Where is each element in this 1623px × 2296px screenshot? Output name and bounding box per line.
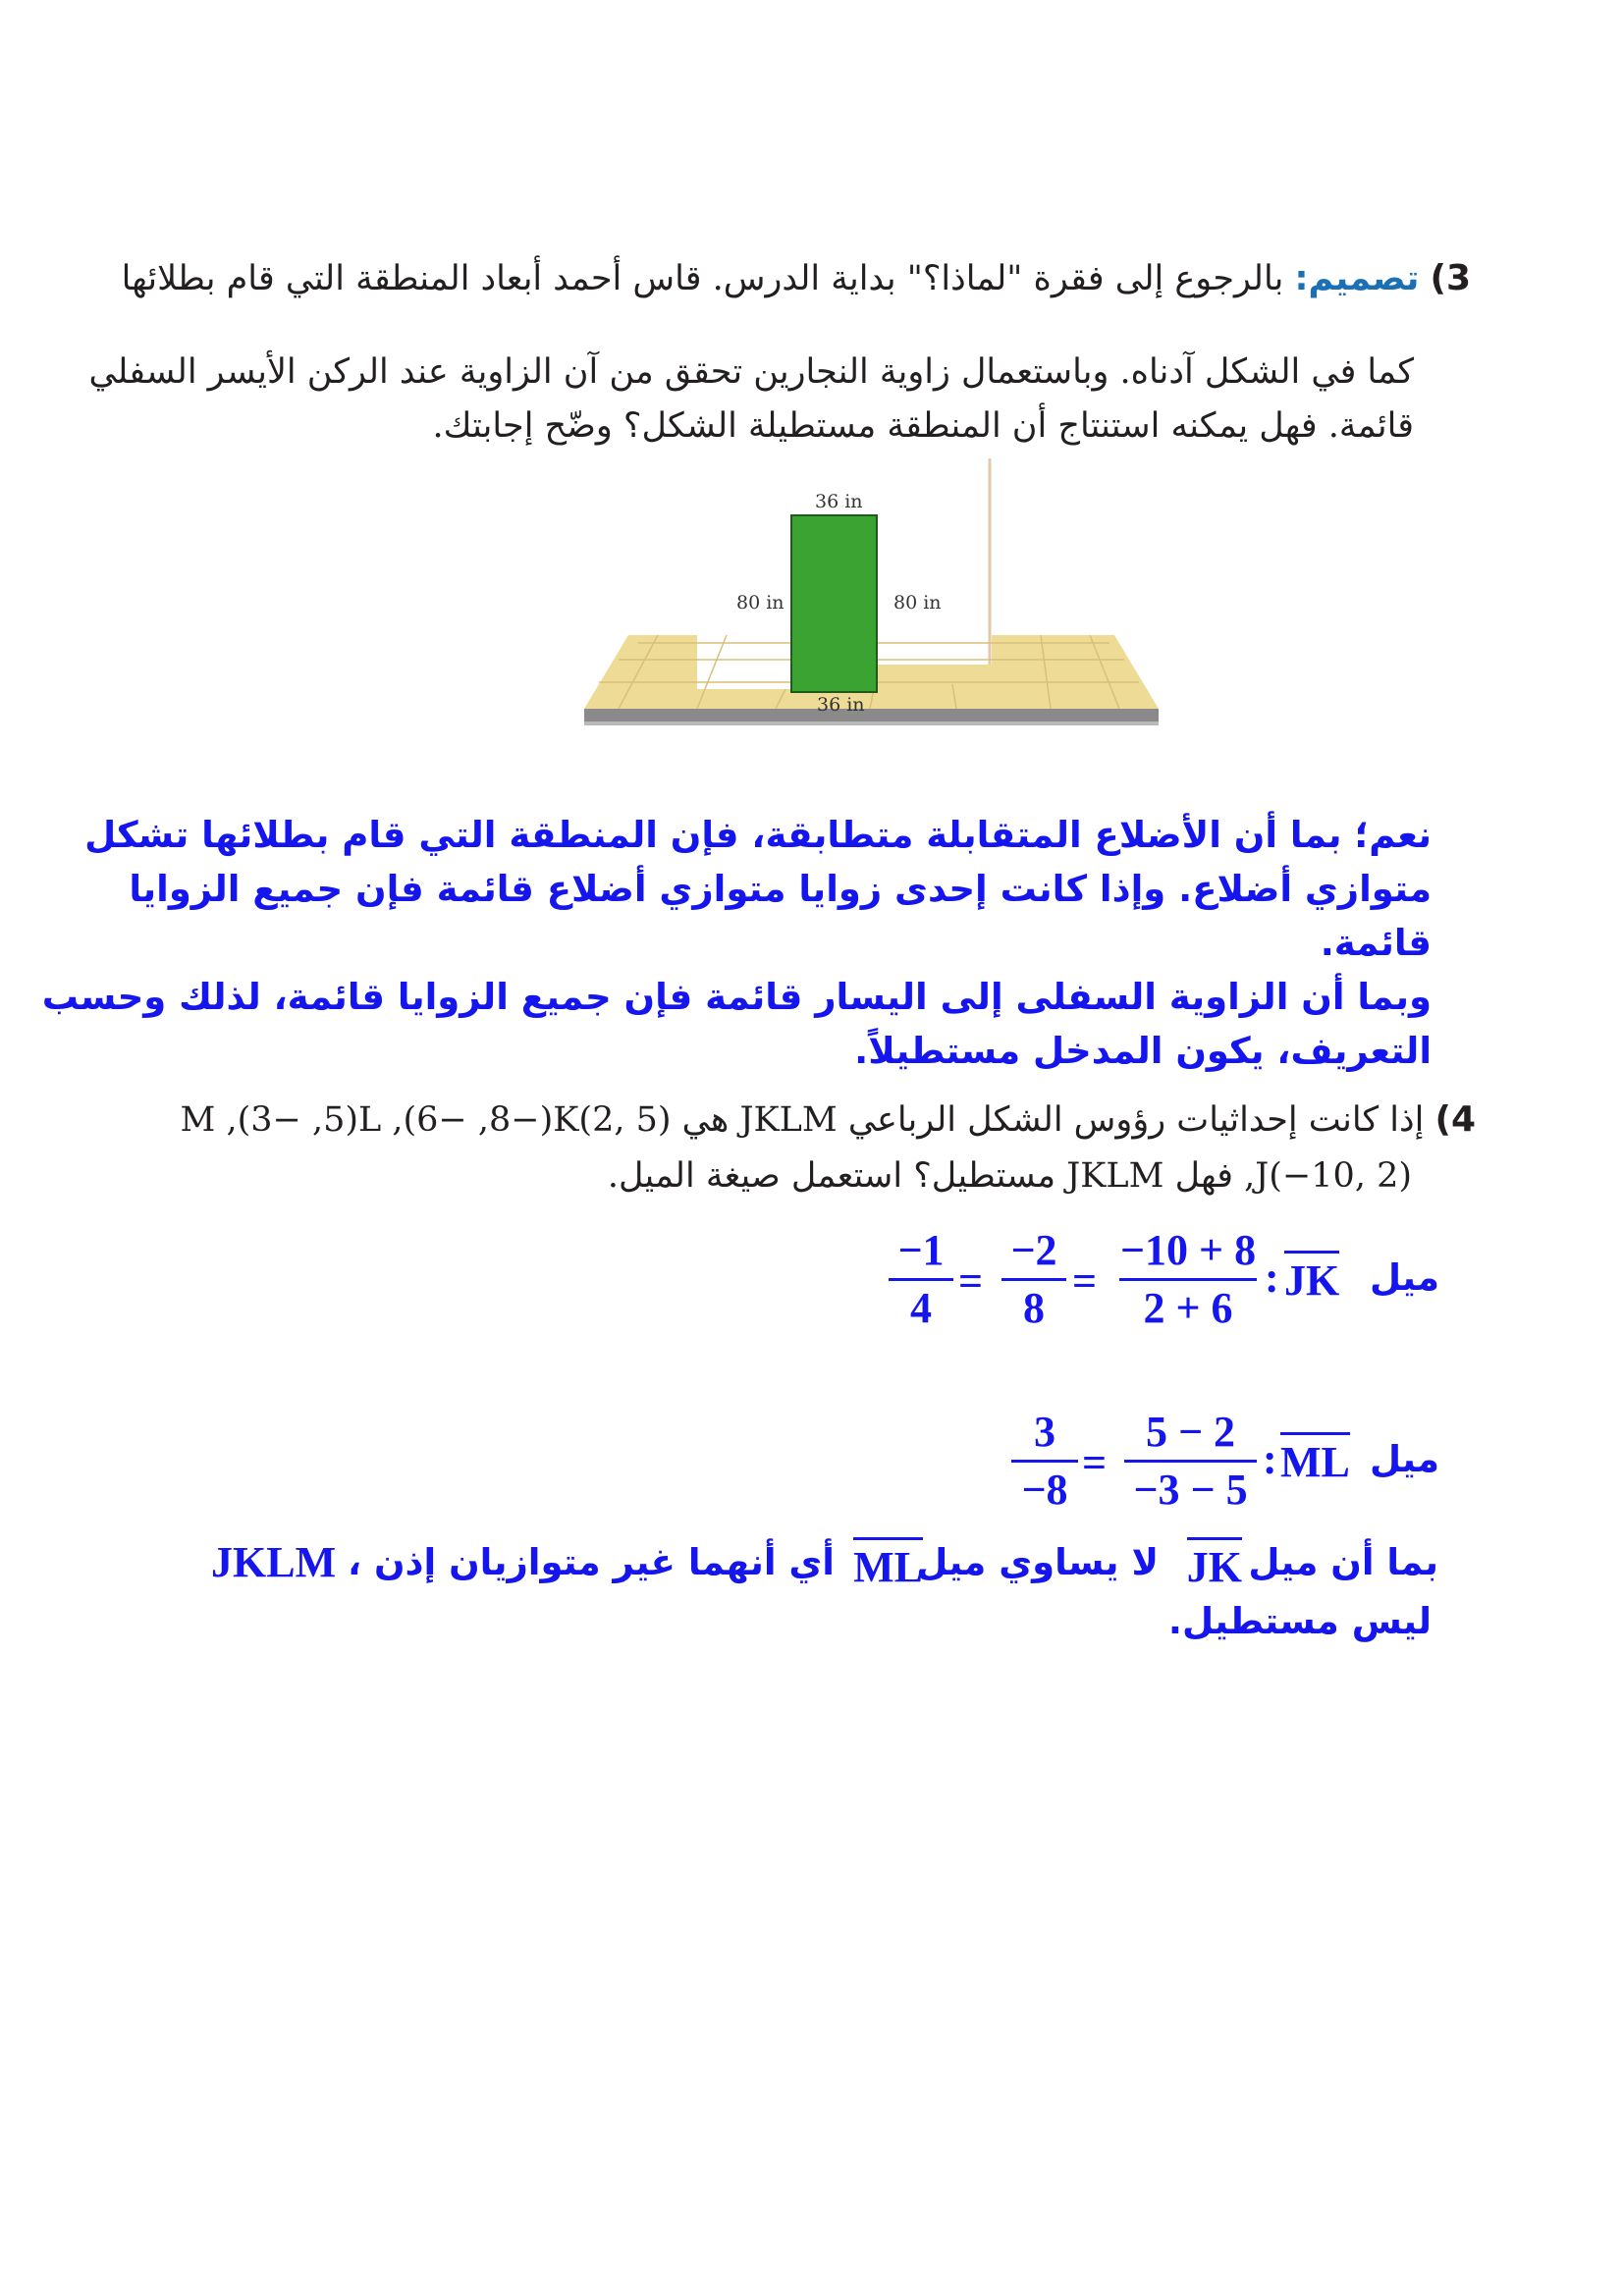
q4-text-1: إذا كانت إحداثيات رؤوس الشكل الرباعي JKLM هي (5 ,2)M ,(3− ,5)L ,(6− ,8−)K [180, 1100, 1425, 1140]
ml-frac2-den: −8 [1021, 1466, 1068, 1515]
jk-frac1-bar [1119, 1278, 1257, 1281]
ml-frac2-bar [1011, 1460, 1078, 1463]
jk-frac3-num: −1 [897, 1226, 945, 1274]
slope-ml-colon: : [1263, 1435, 1277, 1483]
label-top-36in: 36 in [815, 491, 863, 512]
q3-label: تصميم: [1294, 259, 1420, 298]
floor-edge-shadow [584, 721, 1159, 725]
floor-edge [584, 709, 1159, 722]
label-left-80in: 80 in [736, 592, 784, 614]
jk-frac2-bar [1001, 1278, 1066, 1281]
slope-ml-label: ميل [1370, 1438, 1440, 1480]
q3-text-3: قائمة. فهل يمكنه استنتاج أن المنطقة مستطيلة الشكل؟ وضّح إجابتك. [432, 406, 1414, 446]
answer3-line1: نعم؛ بما أن الأضلاع المتقابلة متطابقة، فإن المنطقة التي قام بطلائها تشكل [84, 814, 1432, 856]
q3-number: 3) [1430, 258, 1471, 298]
answer3-line3: قائمة. [1320, 922, 1432, 964]
q4-line1 [181, 1099, 1477, 1140]
jk-eq-2: = [958, 1257, 984, 1306]
q3-line1 [122, 257, 1471, 299]
conclusion-seg-ml: ML [853, 1537, 923, 1592]
slope-ml-frac-1 [1124, 1409, 1257, 1515]
door-rectangle [791, 515, 877, 692]
q4-line2 [608, 1156, 1412, 1196]
conclusion-line2: ليس مستطيل. [1167, 1600, 1432, 1642]
ml-frac1-bar [1124, 1460, 1257, 1463]
slope-jk [884, 1226, 1440, 1355]
segment-jk: JK [1284, 1251, 1339, 1306]
segment-ml: ML [1280, 1432, 1350, 1487]
slope-jk-frac-3 [889, 1227, 953, 1333]
answer3-line2: متوازي أضلاع. وإذا كانت إحدى زوايا متوازي أضلاع قائمة فإن جميع الزوايا [129, 868, 1432, 910]
slope-ml-frac-2 [1011, 1409, 1078, 1515]
answer3-line4: وبما أن الزاوية السفلى إلى اليسار قائمة فإن جميع الزوايا قائمة، لذلك وحسب [41, 976, 1432, 1018]
q4-text-2: J(−10, 2), فهل JKLM مستطيل؟ استعمل صيغة الميل. [607, 1156, 1412, 1196]
ml-eq-1: = [1082, 1439, 1108, 1487]
conclusion-part3: ، أي أنهما غير متوازيان إذن [348, 1541, 835, 1583]
q4-number: 4) [1434, 1099, 1476, 1140]
jk-eq-1: = [1072, 1257, 1098, 1306]
conclusion-name: JKLM [211, 1538, 337, 1586]
slope-jk-frac-2 [1001, 1227, 1066, 1333]
conclusion-seg-jk: JK [1187, 1537, 1242, 1592]
jk-frac3-bar [889, 1278, 953, 1281]
slope-jk-frac-1 [1119, 1227, 1257, 1333]
jk-frac2-den: 8 [1023, 1284, 1045, 1333]
q3-text-1: بالرجوع إلى فقرة "لماذا؟" بداية الدرس. قاس أحمد أبعاد المنطقة التي قام بطلائها [121, 259, 1284, 298]
slope-ml [1001, 1408, 1440, 1536]
conclusion-line1 [206, 1538, 1438, 1600]
slope-jk-label: ميل [1370, 1256, 1440, 1299]
conclusion-part1: بما أن ميل [1248, 1541, 1438, 1583]
jk-frac1-num: −10 + 8 [1119, 1226, 1257, 1274]
jk-frac3-den: 4 [910, 1284, 932, 1333]
ml-frac2-num: 3 [1034, 1408, 1055, 1456]
q3-text-2: كما في الشكل آدناه. وباستعمال زاوية النجارين تحقق من آن الزاوية عند الركن الأيسر السفلي [88, 352, 1414, 392]
jk-frac2-num: −2 [1010, 1226, 1057, 1274]
door-figure [579, 458, 1159, 743]
conclusion-part2: لا يساوي ميل [916, 1541, 1159, 1583]
label-right-80in: 80 in [893, 592, 942, 614]
q3-line2 [88, 351, 1414, 393]
answer3-line5: التعريف، يكون المدخل مستطيلاً. [854, 1030, 1432, 1072]
ml-frac1-num: 5 − 2 [1145, 1408, 1236, 1456]
slope-jk-colon: : [1265, 1254, 1279, 1302]
door-figure-svg [579, 458, 1159, 743]
label-bottom-36in: 36 in [817, 694, 865, 716]
ml-frac1-den: −3 − 5 [1133, 1466, 1248, 1515]
jk-frac1-den: 2 + 6 [1143, 1284, 1233, 1333]
q3-line3 [432, 405, 1414, 447]
